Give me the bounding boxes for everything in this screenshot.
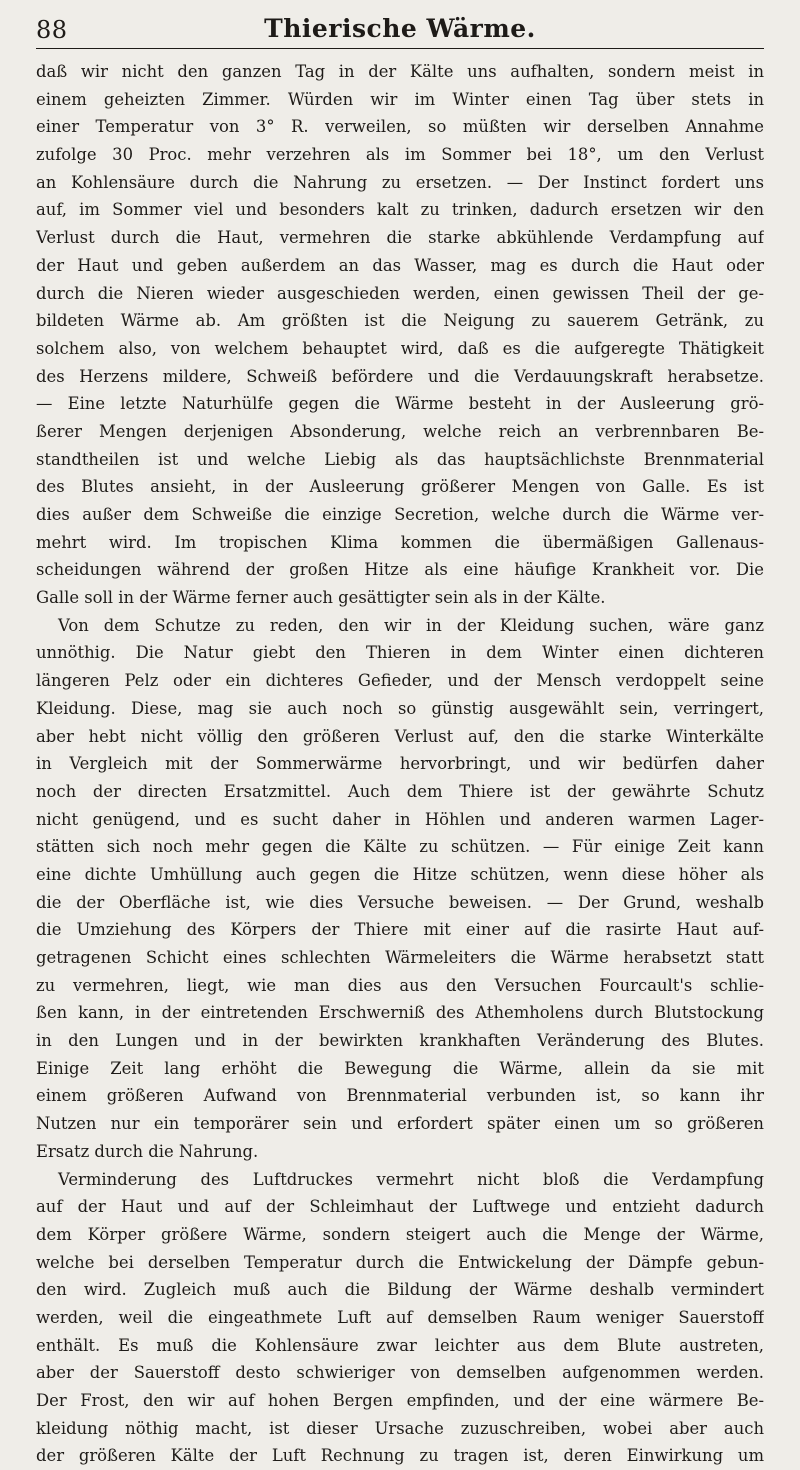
text-line: an Kohlensäure durch die Nahrung zu ersetzen. — Der Instinct fordert uns <box>36 172 764 192</box>
text-line: Verminderung des Luftdruckes vermehrt nicht bloß die Verdampfung <box>58 1169 764 1189</box>
text-line: dem Körper größere Wärme, sondern steigert auch die Menge der Wärme, <box>36 1224 764 1244</box>
text-line: Kleidung. Diese, mag sie auch noch so günstig ausgewählt sein, verringert, <box>36 698 764 718</box>
text-line: — Eine letzte Naturhülfe gegen die Wärme besteht in der Ausleerung grö- <box>36 394 764 414</box>
text-line: werden, weil die eingeathmete Luft auf demselben Raum weniger Sauerstoff <box>36 1307 764 1327</box>
page-header <box>36 14 764 49</box>
text-line: der Haut und geben außerdem an das Wasser, mag es durch die Haut oder <box>36 255 764 275</box>
text-line: Der Frost, den wir auf hohen Bergen empfinden, und der eine wärmere Be- <box>36 1391 764 1410</box>
text-line: durch die Nieren wieder ausgeschieden werden, einen gewissen Theil der ge- <box>36 283 764 303</box>
text-line: scheidungen während der großen Hitze als eine häufige Krankheit vor. Die <box>36 560 764 580</box>
text-line: welche bei derselben Temperatur durch die Entwickelung der Dämpfe gebun- <box>36 1252 764 1272</box>
text-line: daß wir nicht den ganzen Tag in der Kälte uns aufhalten, sondern meist in <box>36 62 764 81</box>
text-line: einem größeren Aufwand von Brennmaterial verbunden ist, so kann ihr <box>36 1086 764 1106</box>
text-line: des Blutes ansieht, in der Ausleerung größerer Mengen von Galle. Es ist <box>36 477 764 497</box>
text-line: einem geheizten Zimmer. Würden wir im Winter einen Tag über stets in <box>36 89 764 109</box>
text-line: aber der Sauerstoff desto schwieriger von demselben aufgenommen werden. <box>36 1363 764 1383</box>
running-title: Thierische Wärme. <box>264 14 536 43</box>
text-line: zufolge 30 Proc. mehr verzehren als im Sommer bei 18°, um den Verlust <box>36 145 764 165</box>
text-line: den wird. Zugleich muß auch die Bildung der Wärme deshalb vermindert <box>36 1280 764 1300</box>
text-line: noch der directen Ersatzmittel. Auch dem Thiere ist der gewährte Schutz <box>36 781 764 801</box>
text-line: nicht genügend, und es sucht daher in Höhlen und anderen warmen Lager- <box>36 809 764 829</box>
text-line: in den Lungen und in der bewirkten krankhaften Veränderung des Blutes. <box>36 1031 764 1051</box>
text-line: eine dichte Umhüllung auch gegen die Hitze schützen, wenn diese höher als <box>36 864 764 884</box>
text-line: ßen kann, in der eintretenden Erschwerniß des Athemholens durch Blutstockung <box>36 1003 764 1023</box>
text-line: des Herzens mildere, Schweiß befördere und die Verdauungskraft herabsetze. <box>36 366 764 386</box>
text-line: Einige Zeit lang erhöht die Bewegung die Wärme, allein da sie mit <box>36 1058 764 1078</box>
text-line: aber hebt nicht völlig den größeren Verlust auf, den die starke Winterkälte <box>36 726 764 746</box>
body-text <box>36 58 764 1470</box>
text-line: unnöthig. Die Natur giebt den Thieren in dem Winter einen dichteren <box>36 643 764 663</box>
text-line: die der Oberfläche ist, wie dies Versuche beweisen. — Der Grund, weshalb <box>36 892 764 912</box>
text-line: Galle soll in der Wärme ferner auch gesättigter sein als in der Kälte. <box>36 588 606 608</box>
text-line: der größeren Kälte der Luft Rechnung zu tragen ist, deren Einwirkung um <box>36 1446 764 1466</box>
text-line: einer Temperatur von 3° R. verweilen, so müßten wir derselben Annahme <box>36 117 764 137</box>
text-line: enthält. Es muß die Kohlensäure zwar leichter aus dem Blute austreten, <box>36 1335 764 1355</box>
text-line: bildeten Wärme ab. Am größten ist die Neigung zu sauerem Getränk, zu <box>36 311 764 331</box>
text-line: stätten sich noch mehr gegen die Kälte zu schützen. — Für einige Zeit kann <box>36 837 764 857</box>
text-line: die Umziehung des Körpers der Thiere mit einer auf die rasirte Haut auf- <box>36 920 764 940</box>
text-line: in Vergleich mit der Sommerwärme hervorbringt, und wir bedürfen daher <box>36 754 764 774</box>
text-line: solchem also, von welchem behauptet wird, daß es die aufgeregte Thätigkeit <box>36 338 764 358</box>
text-line: Verlust durch die Haut, vermehren die starke abkühlende Verdampfung auf <box>36 228 764 248</box>
text-line: auf der Haut und auf der Schleimhaut der Luftwege und entzieht dadurch <box>36 1197 764 1217</box>
text-line: zu vermehren, liegt, wie man dies aus den Versuchen Fourcault's schlie- <box>36 975 764 995</box>
text-line: getragenen Schicht eines schlechten Wärmeleiters die Wärme herabsetzt statt <box>36 948 764 967</box>
text-line: mehrt wird. Im tropischen Klima kommen die übermäßigen Gallenaus- <box>36 532 764 552</box>
text-line: Nutzen nur ein temporärer sein und erfordert später einen um so größeren <box>36 1114 764 1134</box>
page-number: 88 <box>36 16 68 44</box>
text-line: standtheilen ist und welche Liebig als das hauptsächlichste Brennmaterial <box>36 449 764 469</box>
text-line: kleidung nöthig macht, ist dieser Ursache zuzuschreiben, wobei aber auch <box>36 1418 764 1438</box>
text-line: ßerer Mengen derjenigen Absonderung, welche reich an verbrennbaren Be- <box>36 421 764 441</box>
text-line: Von dem Schutze zu reden, den wir in der Kleidung suchen, wäre ganz <box>58 615 764 635</box>
text-line: längeren Pelz oder ein dichteres Gefieder, und der Mensch verdoppelt seine <box>36 671 764 691</box>
text-line: Ersatz durch die Nahrung. <box>36 1141 259 1161</box>
text-line: auf, im Sommer viel und besonders kalt zu trinken, dadurch ersetzen wir den <box>36 200 764 220</box>
text-line: dies außer dem Schweiße die einzige Secretion, welche durch die Wärme ver- <box>36 505 764 524</box>
